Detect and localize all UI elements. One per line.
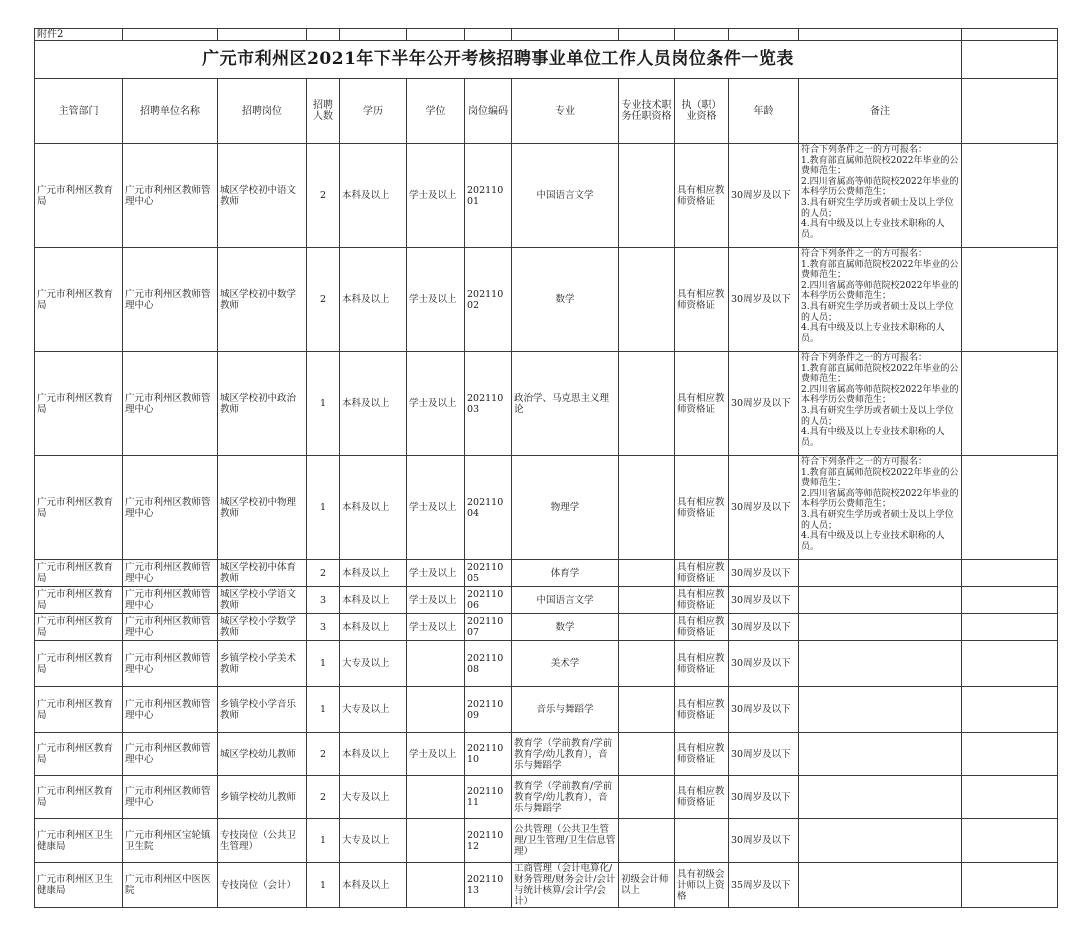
table-row (35, 863, 1058, 908)
cell-dept: 广元市利州区教育局 (35, 144, 123, 248)
cell-edu: 本科及以上 (340, 456, 407, 560)
cell-unit: 广元市利州区宝轮镇卫生院 (123, 819, 218, 863)
header-num: 招聘人数 (307, 79, 340, 144)
cell-unit: 广元市利州区教师管理中心 (123, 352, 218, 456)
cell-num: 1 (307, 687, 340, 733)
cell-dept: 广元市利州区教育局 (35, 776, 123, 819)
note-line: 2.四川省属高等师范院校2022年毕业的本科学历公费师范生； (801, 488, 959, 510)
cell-age: 30周岁及以下 (729, 733, 799, 776)
cell-age: 30周岁及以下 (729, 560, 799, 587)
cell-dept: 广元市利州区教育局 (35, 687, 123, 733)
cell-degree: 学士及以上 (407, 587, 465, 614)
cell-title-q (619, 776, 675, 819)
note-line: 1.教育部直属师范院校2022年毕业的公费师范生； (801, 155, 959, 177)
note-line: 4.具有中级及以上专业技术职称的人员。 (801, 219, 945, 240)
cell-code: 20211012 (465, 819, 512, 863)
table-row (35, 587, 1058, 614)
cell-edu: 大专及以上 (340, 641, 407, 687)
cell-post: 专技岗位（公共卫生管理） (218, 819, 307, 863)
cell-major: 政治学、马克思主义理论 (512, 352, 619, 456)
cell-empty (962, 863, 1058, 908)
cell-degree: 学士及以上 (407, 352, 465, 456)
cell-code: 20211006 (465, 587, 512, 614)
cell-num: 2 (307, 776, 340, 819)
cell-empty (962, 560, 1058, 587)
recruitment-table (34, 28, 1058, 908)
cell-num: 3 (307, 614, 340, 641)
cell-edu: 本科及以上 (340, 863, 407, 908)
cell-major: 音乐与舞蹈学 (512, 687, 619, 733)
cell-note (799, 687, 962, 733)
cell-major: 公共管理（公共卫生管理/卫生管理/卫生信息管理） (512, 819, 619, 863)
cell-title-q (619, 614, 675, 641)
note-line: 4.具有中级及以上专业技术职称的人员。 (801, 427, 945, 448)
cell-license: 具有初级会计师以上资格 (675, 863, 729, 908)
header-edu: 学历 (340, 79, 407, 144)
cell-code: 20211010 (465, 733, 512, 776)
cell-license: 具有相应教师资格证 (675, 456, 729, 560)
cell-dept: 广元市利州区卫生健康局 (35, 819, 123, 863)
cell-major: 数学 (512, 248, 619, 352)
cell-major: 物理学 (512, 456, 619, 560)
note-line: 4.具有中级及以上专业技术职称的人员。 (801, 323, 945, 344)
table-row (35, 687, 1058, 733)
cell-title-q (619, 733, 675, 776)
cell-post: 乡镇学校幼儿教师 (218, 776, 307, 819)
cell-empty (962, 641, 1058, 687)
note-line: 2.四川省属高等师范院校2022年毕业的本科学历公费师范生； (801, 280, 959, 302)
cell-license (675, 819, 729, 863)
cell-note (799, 819, 962, 863)
cell-num: 2 (307, 144, 340, 248)
note-line: 符合下列条件之一的方可报名： (801, 249, 928, 259)
cell-code: 20211007 (465, 614, 512, 641)
cell-major: 工商管理（会计电算化/财务管理/财务会计/会计与统计核算/会计学/会计） (512, 863, 619, 908)
cell-age: 30周岁及以下 (729, 144, 799, 248)
cell-unit: 广元市利州区教师管理中心 (123, 687, 218, 733)
header-degree: 学位 (407, 79, 465, 144)
cell-num: 2 (307, 248, 340, 352)
cell-note (799, 776, 962, 819)
table-row (35, 560, 1058, 587)
cell-num: 1 (307, 641, 340, 687)
attachment-label: 附件2 (35, 29, 123, 41)
cell-major: 体育学 (512, 560, 619, 587)
cell-unit: 广元市利州区教师管理中心 (123, 144, 218, 248)
header-post: 招聘岗位 (218, 79, 307, 144)
cell-code: 20211008 (465, 641, 512, 687)
header-code: 岗位编码 (465, 79, 512, 144)
cell-code: 20211001 (465, 144, 512, 248)
cell-unit: 广元市利州区教师管理中心 (123, 456, 218, 560)
cell-empty (962, 687, 1058, 733)
cell-note (799, 614, 962, 641)
cell-dept: 广元市利州区教育局 (35, 352, 123, 456)
cell-edu: 本科及以上 (340, 248, 407, 352)
cell-unit: 广元市利州区教师管理中心 (123, 733, 218, 776)
cell-empty (962, 614, 1058, 641)
cell-post: 乡镇学校小学美术教师 (218, 641, 307, 687)
note-line: 2.四川省属高等师范院校2022年毕业的本科学历公费师范生； (801, 384, 959, 406)
cell-post: 专技岗位（会计） (218, 863, 307, 908)
cell-license: 具有相应教师资格证 (675, 352, 729, 456)
cell-degree: 学士及以上 (407, 144, 465, 248)
cell-code: 20211002 (465, 248, 512, 352)
cell-edu: 本科及以上 (340, 352, 407, 456)
cell-degree: 学士及以上 (407, 456, 465, 560)
cell-num: 2 (307, 733, 340, 776)
cell-post: 城区学校初中政治教师 (218, 352, 307, 456)
cell-title-q (619, 352, 675, 456)
cell-major: 教育学（学前教育/学前教育学/幼儿教育），音乐与舞蹈学 (512, 776, 619, 819)
cell-code: 20211011 (465, 776, 512, 819)
cell-license: 具有相应教师资格证 (675, 687, 729, 733)
table-row (35, 641, 1058, 687)
cell-title-q (619, 144, 675, 248)
table-row (35, 248, 1058, 352)
cell-code: 20211004 (465, 456, 512, 560)
cell-age: 30周岁及以下 (729, 687, 799, 733)
cell-age: 30周岁及以下 (729, 641, 799, 687)
cell-age: 30周岁及以下 (729, 456, 799, 560)
note-line: 3.具有研究生学历或者硕士及以上学位的人员； (801, 405, 954, 427)
table-row (35, 776, 1058, 819)
cell-code: 20211013 (465, 863, 512, 908)
note-line: 3.具有研究生学历或者硕士及以上学位的人员； (801, 301, 954, 323)
cell-degree: 学士及以上 (407, 614, 465, 641)
cell-dept: 广元市利州区教育局 (35, 587, 123, 614)
cell-unit: 广元市利州区中医医院 (123, 863, 218, 908)
note-line: 符合下列条件之一的方可报名： (801, 353, 928, 363)
cell-age: 30周岁及以下 (729, 614, 799, 641)
note-line: 3.具有研究生学历或者硕士及以上学位的人员； (801, 197, 954, 219)
cell-note (799, 144, 962, 248)
cell-title-q (619, 560, 675, 587)
header-license: 执（职）业资格 (675, 79, 729, 144)
note-line: 符合下列条件之一的方可报名： (801, 145, 928, 155)
note-line: 1.教育部直属师范院校2022年毕业的公费师范生； (801, 467, 959, 489)
cell-num: 1 (307, 863, 340, 908)
cell-age: 35周岁及以下 (729, 863, 799, 908)
cell-unit: 广元市利州区教师管理中心 (123, 776, 218, 819)
cell-edu: 本科及以上 (340, 560, 407, 587)
cell-age: 30周岁及以下 (729, 819, 799, 863)
cell-edu: 本科及以上 (340, 733, 407, 776)
cell-post: 城区学校小学数学教师 (218, 614, 307, 641)
cell-post: 城区学校初中物理教师 (218, 456, 307, 560)
cell-title-q (619, 687, 675, 733)
cell-post: 城区学校初中体育教师 (218, 560, 307, 587)
cell-degree (407, 687, 465, 733)
cell-post: 乡镇学校小学音乐教师 (218, 687, 307, 733)
cell-dept: 广元市利州区教育局 (35, 733, 123, 776)
table-row (35, 819, 1058, 863)
cell-degree (407, 819, 465, 863)
cell-note (799, 863, 962, 908)
cell-age: 30周岁及以下 (729, 587, 799, 614)
cell-unit: 广元市利州区教师管理中心 (123, 248, 218, 352)
cell-post: 城区学校初中语文教师 (218, 144, 307, 248)
cell-major: 美术学 (512, 641, 619, 687)
cell-license: 具有相应教师资格证 (675, 614, 729, 641)
note-line: 3.具有研究生学历或者硕士及以上学位的人员； (801, 509, 954, 531)
cell-major: 教育学（学前教育/学前教育学/幼儿教育），音乐与舞蹈学 (512, 733, 619, 776)
cell-unit: 广元市利州区教师管理中心 (123, 587, 218, 614)
cell-edu: 本科及以上 (340, 144, 407, 248)
cell-license: 具有相应教师资格证 (675, 641, 729, 687)
cell-degree (407, 863, 465, 908)
cell-post: 城区学校初中数学教师 (218, 248, 307, 352)
note-line: 1.教育部直属师范院校2022年毕业的公费师范生； (801, 259, 959, 281)
cell-title-q (619, 248, 675, 352)
table-row (35, 614, 1058, 641)
cell-degree: 学士及以上 (407, 733, 465, 776)
cell-degree: 学士及以上 (407, 248, 465, 352)
cell-num: 1 (307, 456, 340, 560)
table-row (35, 456, 1058, 560)
cell-age: 30周岁及以下 (729, 776, 799, 819)
cell-title-q: 初级会计师以上 (619, 863, 675, 908)
cell-post: 城区学校幼儿教师 (218, 733, 307, 776)
cell-edu: 大专及以上 (340, 687, 407, 733)
cell-note (799, 641, 962, 687)
header-note: 备注 (799, 79, 962, 144)
cell-age: 30周岁及以下 (729, 248, 799, 352)
cell-note (799, 560, 962, 587)
cell-unit: 广元市利州区教师管理中心 (123, 614, 218, 641)
cell-note (799, 456, 962, 560)
cell-empty (962, 456, 1058, 560)
cell-major: 中国语言文学 (512, 144, 619, 248)
cell-dept: 广元市利州区教育局 (35, 248, 123, 352)
cell-title-q (619, 456, 675, 560)
cell-note (799, 733, 962, 776)
cell-edu: 大专及以上 (340, 819, 407, 863)
cell-license: 具有相应教师资格证 (675, 248, 729, 352)
header-dept: 主管部门 (35, 79, 123, 144)
cell-title-q (619, 587, 675, 614)
header-unit: 招聘单位名称 (123, 79, 218, 144)
header-age: 年龄 (729, 79, 799, 144)
cell-unit: 广元市利州区教师管理中心 (123, 560, 218, 587)
cell-major: 中国语言文学 (512, 587, 619, 614)
note-line: 符合下列条件之一的方可报名： (801, 457, 928, 467)
cell-empty (962, 819, 1058, 863)
cell-empty (962, 587, 1058, 614)
cell-num: 2 (307, 560, 340, 587)
page-title: 广元市利州区2021年下半年公开考核招聘事业单位工作人员岗位条件一览表 (35, 41, 962, 79)
cell-code: 20211005 (465, 560, 512, 587)
cell-empty (962, 733, 1058, 776)
cell-license: 具有相应教师资格证 (675, 144, 729, 248)
cell-empty (962, 776, 1058, 819)
cell-dept: 广元市利州区卫生健康局 (35, 863, 123, 908)
cell-unit: 广元市利州区教师管理中心 (123, 641, 218, 687)
cell-edu: 本科及以上 (340, 614, 407, 641)
cell-dept: 广元市利州区教育局 (35, 560, 123, 587)
cell-age: 30周岁及以下 (729, 352, 799, 456)
cell-edu: 大专及以上 (340, 776, 407, 819)
cell-num: 3 (307, 587, 340, 614)
cell-license: 具有相应教师资格证 (675, 733, 729, 776)
cell-major: 数学 (512, 614, 619, 641)
cell-note (799, 587, 962, 614)
cell-license: 具有相应教师资格证 (675, 776, 729, 819)
cell-empty (962, 248, 1058, 352)
cell-post: 城区学校小学语文教师 (218, 587, 307, 614)
cell-title-q (619, 641, 675, 687)
cell-degree: 学士及以上 (407, 560, 465, 587)
cell-dept: 广元市利州区教育局 (35, 456, 123, 560)
table-body (35, 144, 1058, 908)
cell-empty (962, 144, 1058, 248)
note-line: 4.具有中级及以上专业技术职称的人员。 (801, 531, 945, 552)
header-major: 专业 (512, 79, 619, 144)
note-line: 2.四川省属高等师范院校2022年毕业的本科学历公费师范生； (801, 176, 959, 198)
cell-dept: 广元市利州区教育局 (35, 614, 123, 641)
cell-num: 1 (307, 352, 340, 456)
cell-license: 具有相应教师资格证 (675, 560, 729, 587)
cell-degree (407, 776, 465, 819)
cell-code: 20211009 (465, 687, 512, 733)
cell-title-q (619, 819, 675, 863)
cell-dept: 广元市利州区教育局 (35, 641, 123, 687)
cell-degree (407, 641, 465, 687)
cell-code: 20211003 (465, 352, 512, 456)
cell-empty (962, 352, 1058, 456)
cell-edu: 本科及以上 (340, 587, 407, 614)
table-row (35, 144, 1058, 248)
note-line: 1.教育部直属师范院校2022年毕业的公费师范生； (801, 363, 959, 385)
cell-license: 具有相应教师资格证 (675, 587, 729, 614)
cell-num: 1 (307, 819, 340, 863)
cell-note (799, 248, 962, 352)
table-row (35, 352, 1058, 456)
table-row (35, 733, 1058, 776)
header-title-qualification: 专业技术职务任职资格 (619, 79, 675, 144)
header-row (35, 79, 1058, 144)
cell-note (799, 352, 962, 456)
